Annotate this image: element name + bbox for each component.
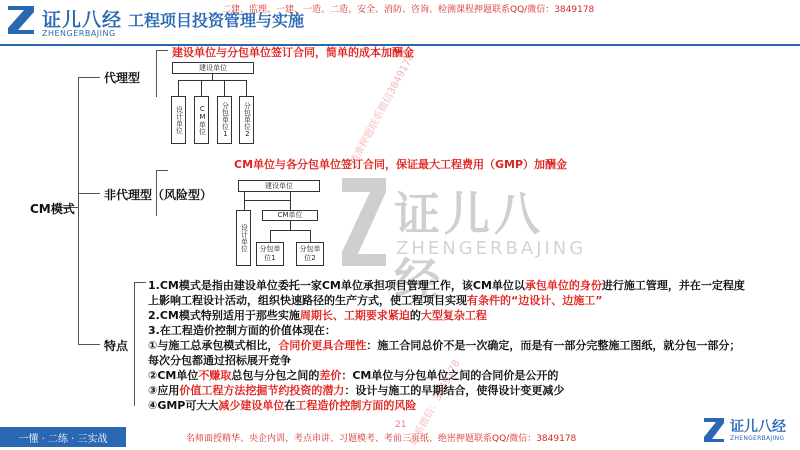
text-segment: 上影响工程设计活动，组织快速路径的生产方式，使工程项目实现 — [148, 294, 467, 307]
root-node: CM模式 — [30, 202, 75, 216]
logo-text: 证儿八经 — [42, 9, 123, 31]
branch-label-features: 特点 — [104, 339, 129, 353]
page-number: 21 — [395, 420, 407, 430]
text-segment: 在 — [284, 399, 296, 412]
text-segment: ：施工合同总价不是一次确定，而是有一部分完整施工图纸，就分包一部分； — [366, 339, 741, 352]
org-connector — [290, 221, 291, 230]
org-box-sub1: 分包单位1 — [217, 96, 232, 144]
text-segment: ：设计与施工的早期结合，使得设计变更减少 — [344, 384, 565, 397]
feature-paragraph-1-cont — [148, 293, 602, 308]
highlight-text: 周期长、工期要求紧迫 — [299, 309, 410, 322]
org-box-design: 设计单位 — [171, 96, 186, 144]
branch-bracket — [156, 170, 168, 171]
non-agent-type-desc: CM单位与各分包单位签订合同，保证最大工程费用（GMP）加酬金 — [234, 158, 568, 171]
feature-item-4 — [148, 398, 416, 413]
highlight-text: 承包单位的身份 — [524, 279, 602, 292]
org-box-owner: 建设单位 — [238, 180, 320, 192]
highlight-text: 工程造价控制方面的风险 — [295, 399, 417, 412]
org-connector — [270, 230, 271, 242]
text-segment: 2.CM模式特别适用于那些实施 — [148, 309, 300, 322]
text-segment: ④GMP可大大 — [148, 399, 219, 412]
org-connector — [244, 200, 290, 201]
org-connector — [178, 80, 179, 96]
highlight-text: 减少建设单位 — [218, 399, 285, 412]
tree-connector — [78, 77, 100, 78]
tree-connector — [78, 344, 100, 345]
org-box-sub1: 分包单位1 — [256, 242, 284, 266]
org-box-design: 设计单位 — [236, 210, 251, 266]
text-segment: 的 — [409, 309, 421, 322]
branch-bracket — [134, 282, 135, 406]
highlight-text: 大型复杂工程 — [420, 309, 487, 322]
text-segment: 总包与分包之间的 — [231, 369, 320, 382]
diagonal-watermark: 精准押题联系微信3849178 — [348, 51, 417, 168]
org-connector — [270, 230, 310, 231]
org-connector — [246, 80, 247, 96]
agent-type-desc: 建设单位与分包单位签订合同，简单的成本加酬金 — [172, 46, 414, 59]
org-connector — [290, 192, 291, 210]
tree-trunk — [78, 77, 79, 344]
org-box-cm: CM单位 — [262, 210, 318, 221]
org-box-sub2: 分包单位2 — [296, 242, 324, 266]
feature-item-1-cont: 每次分包都通过招标展开竞争 — [148, 354, 291, 367]
logo-text: 证儿八经 — [730, 419, 786, 435]
footer-logo — [700, 414, 796, 448]
branch-label-non-agent: 非代理型（风险型） — [104, 188, 213, 202]
org-box-sub2: 分包单位2 — [239, 96, 254, 144]
feature-paragraph-3: 3.在工程造价控制方面的价值体现在： — [148, 324, 336, 337]
org-connector — [201, 80, 202, 96]
text-segment: ③应用 — [148, 384, 180, 397]
footer-banner: 名师面授精华、央企内训、考点串讲、习题模考、考前三页纸、绝密押题联系QQ/微信：3849178 — [186, 434, 577, 444]
org-connector — [244, 192, 245, 210]
highlight-text: 不赚取 — [198, 369, 232, 382]
text-segment: ①与施工总承包模式相比， — [148, 339, 279, 352]
branch-bracket — [156, 50, 168, 51]
feature-paragraph-2 — [148, 308, 487, 323]
feature-item-3 — [148, 383, 564, 398]
highlight-text: 差价 — [319, 369, 342, 382]
branch-bracket — [156, 50, 157, 97]
text-segment: 进行施工管理，并在一定程度 — [601, 279, 745, 292]
logo-subtext: ZHENGERBAJING — [42, 29, 116, 38]
brand-logo — [4, 2, 122, 44]
logo-subtext: ZHENGERBAJING — [730, 435, 785, 442]
org-box-owner: 建设单位 — [172, 62, 254, 74]
diagonal-watermark: 联系微信：3849178 — [408, 358, 463, 448]
text-segment: ：CM单位与分包单位之间的合同价是公开的 — [341, 369, 559, 382]
text-segment: ②CM单位 — [148, 369, 199, 382]
logo-z-icon — [6, 4, 36, 36]
watermark-z-icon — [338, 174, 390, 270]
watermark-subtext: ZHENGERBAJING — [396, 238, 587, 259]
org-connector — [310, 230, 311, 242]
feature-paragraph-1 — [148, 278, 745, 293]
text-segment: 1.CM模式是指由建设单位委托一家CM单位承担项目管理工作，该CM单位以 — [148, 279, 525, 292]
page-title: 工程项目投资管理与实施 — [128, 11, 305, 30]
branch-bracket — [134, 282, 146, 283]
tree-connector — [78, 193, 100, 194]
footer-slogan: 一懂 · 二练 · 三实战 — [0, 427, 126, 447]
branch-label-agent: 代理型 — [104, 71, 141, 85]
org-box-cm: CM单位 — [194, 96, 209, 144]
feature-item-1 — [148, 338, 740, 353]
org-connector — [178, 80, 247, 81]
watermark-text: 证儿八经 — [394, 187, 544, 307]
feature-item-2 — [148, 368, 558, 383]
highlight-text: 有条件的“边设计、边施工” — [467, 294, 603, 307]
org-connector — [224, 80, 225, 96]
highlight-text: 价值工程方法挖掘节约投资的潜力 — [179, 384, 345, 397]
highlight-text: 合同价更具合理性 — [278, 339, 367, 352]
top-banner: 二建、监理、一建、一造、二造、安全、消防、咨询、检测课程押题联系QQ/微信：3849178 — [222, 5, 595, 15]
logo-z-icon — [702, 416, 726, 444]
